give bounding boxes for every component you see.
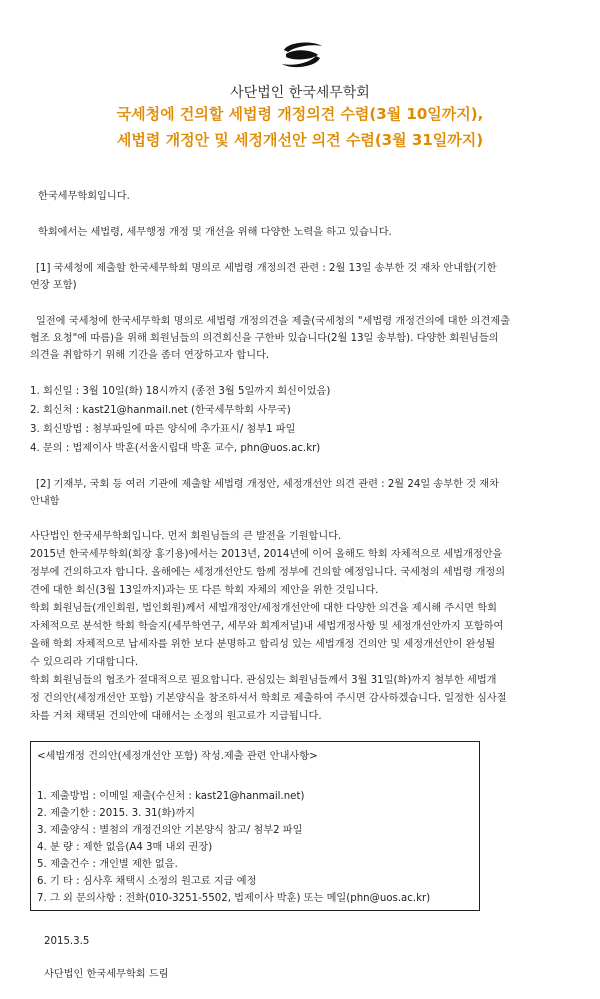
notice-item: 3. 제출양식 : 별첨의 개정건의안 기본양식 참고/ 첨부2 파일 [37,825,303,836]
intro-text: 학회에서는 세법령, 세무행정 개정 및 개선을 위해 다양한 노력을 하고 있습니다. [38,227,392,238]
section1-item: 1. 회신일 : 3월 10일(화) 18시까지 (종전 3월 5일까지 회신이었음) [30,386,331,397]
section1-paragraph-line-2: 협조 요청"에 따름)을 위해 회원님들의 의견회신을 구한바 있습니다(2월 13일 송부함). 다양한 회원님들의 [30,333,499,344]
section1-item: 4. 문의 : 법제이사 박훈(서울시립대 박훈 교수, phn@uos.ac.kr) [30,443,321,454]
section1-paragraph-line-1: 일전에 국세청에 한국세무학회 명의로 세법령 개정의견을 제출(국세청의 "세법령 개정건의에 대한 의견제출 [36,316,511,327]
section2-text-line: 수 있으리라 기대합니다. [30,657,139,668]
section1-heading-line-1: [1] 국세청에 제출할 한국세무학회 명의로 세법령 개정의견 관련 : 2월 13일 송부한 것 재차 안내함(기한 [36,263,497,274]
section2-text-line: 올해 학회 자체적으로 납세자를 위한 보다 분명하고 합리성 있는 세법개정 건의안 및 세정개선안이 완성될 [30,639,496,650]
section2-text-line: 2015년 한국세무학회(회장 홍기용)에서는 2013년, 2014년에 이어 올해도 학회 자체적으로 세법개정안을 [30,549,503,560]
notice-box-title: <세법개정 건의안(세정개선안 포함) 작성.제출 관련 안내사항> [37,751,318,762]
section1-paragraph-line-3: 의견을 취합하기 위해 기간을 좀더 연장하고자 합니다. [30,350,270,361]
notice-item: 1. 제출방법 : 이메일 제출(수신처 : kast21@hanmail.net) [37,791,305,802]
section2-text-line: 자체적으로 분석한 학회 학술지(세무학연구, 세무와 회계저널)내 세법개정사항 및 세정개선안까지 포함하여 [30,621,504,632]
section2-text-line: 학회 회원님들의 협조가 절대적으로 필요합니다. 관심있는 회원님들께서 3월 31일(화)까지 첨부한 세법개 [30,675,497,686]
section1-item: 3. 회신방법 : 첨부파일에 따른 양식에 추가표시/ 첨부1 파일 [30,424,296,435]
notice-item: 7. 그 외 문의사항 : 전화(010-3251-5502, 법제이사 박훈) 또는 메일(phn@uos.ac.kr) [37,893,431,904]
section2-text-line: 정 건의안(세정개선안 포함) 기본양식을 참조하셔서 학회로 제출하여 주시면 감사하겠습니다. 일정한 심사절 [30,693,507,704]
organization-name: 사단법인 한국세무학회 [230,85,370,101]
notice-item: 5. 제출건수 : 개인별 제한 없음. [37,859,178,870]
section2-heading-line-1: [2] 기재부, 국회 등 여러 기관에 제출할 세법령 개정안, 세정개선안 의견 관련 : 2월 24일 송부한 것 재차 [36,479,499,490]
section2-text-line: 사단법인 한국세무학회입니다. 먼저 회원님들의 큰 발전을 기원합니다. [30,531,342,542]
section2-text-line: 견에 대한 회신(3월 13일까지)과는 또 다른 학회 자체의 제안을 위한 것입니다. [30,585,379,596]
section1-item: 2. 회신처 : kast21@hanmail.net (한국세무학회 사무국) [30,405,291,416]
section2-text-line: 정부에 건의하고자 합니다. 올해에는 세정개선안도 함께 정부에 건의할 예정입니다. 국세청의 세법령 개정의 [30,567,506,578]
document-title-line-2: 세법령 개정안 및 세정개선안 의견 수렴(3월 31일까지) [116,131,484,149]
section2-heading-line-2: 안내함 [30,496,60,507]
society-logo-icon [278,40,326,70]
document-date: 2015.3.5 [44,936,90,947]
section1-heading-line-2: 연장 포함) [30,280,77,291]
notice-box [30,741,480,911]
notice-item: 4. 분 량 : 제한 없음(A4 3매 내외 권장) [37,842,213,853]
signature-text: 사단법인 한국세무학회 드림 [44,969,169,980]
section2-text-line: 차를 거쳐 채택된 건의안에 대해서는 소정의 원고료가 지급됩니다. [30,711,322,722]
document-title-line-1: 국세청에 건의할 세법령 개정의견 수렴(3월 10일까지), [116,105,484,123]
greeting-text: 한국세무학회입니다. [38,191,130,202]
notice-item: 6. 기 타 : 심사후 채택시 소정의 원고료 지급 예정 [37,876,257,887]
section2-text-line: 학회 회원님들(개인회원, 법인회원)께서 세법개정안/세정개선안에 대한 다양한 의견을 제시해 주시면 학회 [30,603,497,614]
notice-item: 2. 제출기한 : 2015. 3. 31(화)까지 [37,808,196,819]
